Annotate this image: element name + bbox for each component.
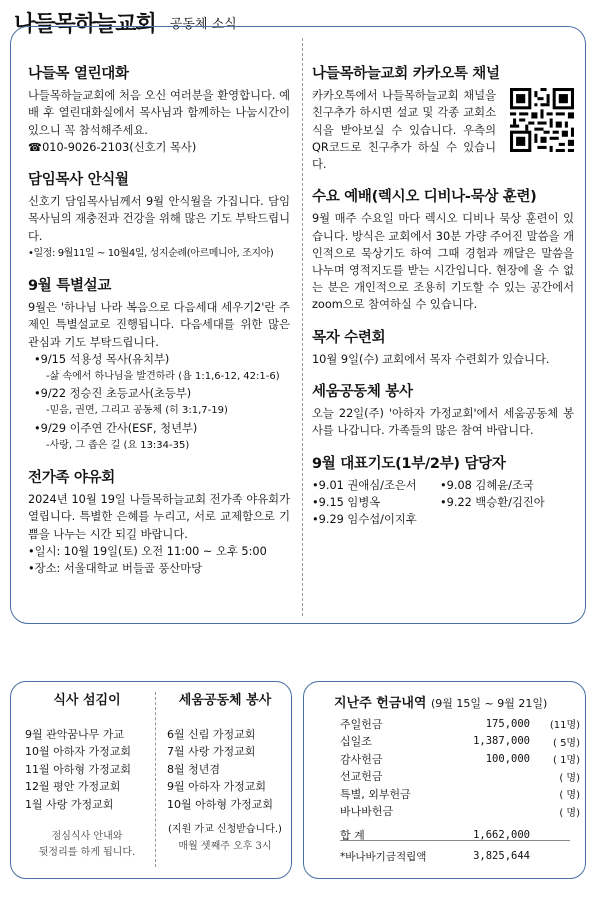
offering-amount (458, 768, 538, 786)
prayer-item: •9.01 권애심/조은서 (312, 478, 417, 492)
serve-item: 9월 아하자 가정교회 (167, 780, 266, 793)
offering-title (334, 692, 547, 711)
offering-label: 감사헌금 (340, 752, 383, 766)
barnabas-label: *바나바기금적립액 (340, 850, 427, 863)
offering-amount: 1,387,000 (473, 735, 530, 748)
offering-amount: 100,000 (485, 752, 530, 765)
offering-label: 십일조 (340, 735, 372, 749)
offering-label: 특별, 외부헌금 (340, 787, 411, 801)
wednesday-section (312, 189, 574, 313)
family-date: •일시: 10월 19일(토) 오전 11:00 ~ 오후 5:00 (28, 544, 267, 558)
family-title: 전가족 야유회 (28, 470, 115, 487)
meal-item: 10월 아하자 가정교회 (25, 745, 131, 758)
offering-count: (11명) (549, 720, 580, 732)
table-row (340, 803, 580, 821)
table-row (340, 768, 580, 786)
total-amount: 1,662,000 (473, 829, 530, 841)
prayer-list (312, 477, 574, 529)
serve-title: 세움공동체 봉사 (178, 693, 272, 708)
qr-code-icon[interactable] (510, 88, 574, 152)
kakao-body: 카카오톡에서 나들목하늘교회 채널을 친구추가 하시면 설교 및 각종 교회소식을 받아보실 수 있습니다. 우측의 QR코드로 친구추가 하실 수 있습니다. (312, 89, 496, 172)
offering-box (303, 681, 586, 879)
table-row (340, 715, 580, 733)
wednesday-body: 9월 매주 수요일 마다 렉시오 디비나 묵상 훈련이 있습니다. 방식은 교회에서 30분 가량 주어진 말씀을 개인적으로 묵상기도 하여 그때 경험과 깨달은 말씀을 나누며 영적지도를 받는 시간입니다. 현장에 올 수 없는 분은 개인적으로 조용히 기도할 수 있는 공간에서 zoom으로 참여하실 수 있습니다. (312, 212, 574, 312)
right-column (312, 66, 574, 544)
serve-note: (지원 가교 신청받습니다.) (168, 824, 282, 835)
offering-count: ( 1명) (552, 755, 580, 767)
meal-note: 뒷정리를 하게 됩니다. (38, 847, 136, 858)
serve-item: 6월 신림 가정교회 (167, 727, 256, 741)
left-column (28, 66, 290, 593)
service-body: 오늘 22일(주) '아하자 가정교회'에서 세움공동체 봉사를 나갑니다. 가족들의 많은 참여 바랍니다. (312, 407, 574, 438)
offering-amount (458, 785, 538, 803)
meal-item: 9월 관악꿈나무 가교 (25, 727, 124, 741)
offering-label: 바나바헌금 (340, 805, 394, 819)
sermon-item: •9/22 정승진 초등교사(초등부) (34, 387, 192, 401)
welcome-title: 나들목 열린대화 (28, 66, 129, 82)
sermon-item: •9/15 석용성 목사(유치부) (34, 352, 170, 366)
meal-title: 식사 섬김이 (53, 693, 121, 708)
offering-count: ( 5명) (552, 737, 580, 749)
sabbatical-schedule: •일정: 9월11일 ~ 10월4일, 성지순례(아르메니아, 조지아) (28, 247, 274, 259)
family-picnic-section (28, 470, 290, 577)
sabbatical-body: 신호기 담임목사님께서 9월 안식월을 가집니다. 담임목사님의 재충전과 건강을 위해 많은 기도 부탁드립니다. (28, 195, 290, 243)
sermon-section (28, 278, 290, 454)
sermon-subtitle: -사랑, 그 좁은 길 (요 13:34-35) (46, 439, 190, 451)
retreat-title: 목자 수련회 (312, 329, 386, 346)
meal-item: 12월 평안 가정교회 (25, 780, 121, 793)
serve-item: 7월 사랑 가정교회 (167, 745, 256, 758)
prayer-item: •9.22 백승환/김진아 (440, 496, 545, 510)
table-row (340, 785, 580, 803)
sabbatical-section (28, 172, 290, 262)
sermon-body: 9월은 '하나님 나라 복음으로 다음세대 세우기2'란 주제인 특별설교로 진행됩니다. 다음세대를 위한 많은 관심과 기도 부탁드립니다. (28, 301, 290, 349)
retreat-body: 10월 9일(수) 교회에서 목자 수련회가 있습니다. (312, 352, 550, 366)
offering-label: 주일헌금 (340, 717, 383, 731)
page-title: 공동체 소식 (169, 16, 237, 32)
service-section (312, 384, 574, 440)
prayer-item: •9.29 임수섭/이지후 (312, 513, 417, 527)
service-schedule-box (10, 681, 292, 879)
welcome-body: 나들목하늘교회에 처음 오신 여러분을 환영합니다. 예배 후 열린대화실에서 목사님과 함께하는 나눔시간이 있으니 꼭 참석해주세요. (28, 89, 290, 137)
sermon-item: •9/29 이주연 간사(ESF, 청년부) (34, 421, 198, 435)
prayer-item: •9.15 임병옥 (312, 496, 381, 510)
family-place: •장소: 서울대학교 버들골 풍산마당 (28, 562, 203, 576)
sabbatical-title: 담임목사 안식월 (28, 172, 129, 189)
offering-count: ( 명) (559, 790, 580, 802)
welcome-phone: ☎010-9026-2103(신호기 목사) (28, 140, 197, 154)
meal-note: 점심식사 안내와 (51, 831, 123, 842)
prayer-title: 9월 대표기도(1부/2부) 담당자 (312, 455, 506, 472)
sermon-subtitle: -믿음, 권면, 그리고 공동체 (히 3:1,7-19) (46, 405, 228, 417)
serve-column (161, 692, 289, 855)
sermon-subtitle: -삶 속에서 하나님을 발견하라 (욥 1:1,6-12, 42:1-6) (46, 371, 280, 383)
kakao-title: 나들목하늘교회 카카오톡 채널 (312, 66, 500, 82)
barnabas-row (340, 844, 580, 868)
total-divider (340, 840, 570, 841)
total-label: 합 계 (340, 829, 365, 842)
prayer-section (312, 456, 574, 529)
offering-table (340, 715, 580, 868)
table-row (340, 733, 580, 751)
church-logo: 나들목하늘교회 (14, 10, 156, 37)
sermon-title: 9월 특별설교 (28, 278, 112, 295)
family-body: 2024년 10월 19일 나들목하늘교회 전가족 야유회가 열립니다. 특별한 은혜를 누리고, 서로 교제함으로 기쁨을 나누는 시간 되길 바랍니다. (28, 493, 290, 541)
kakao-section (312, 66, 574, 173)
serve-item: 10월 아하형 가정교회 (167, 797, 273, 811)
wednesday-title: 수요 예배(렉시오 디비나-묵상 훈련) (312, 189, 537, 206)
offering-label: 선교헌금 (340, 770, 383, 784)
box-divider (155, 692, 156, 867)
meal-item: 11월 아하형 가정교회 (25, 762, 131, 776)
column-divider (302, 38, 303, 616)
offering-count: ( 명) (559, 807, 580, 819)
serve-note: 매월 셋째주 오후 3시 (178, 840, 272, 852)
meal-item: 1월 사랑 가정교회 (25, 797, 114, 811)
serve-item: 8월 청년겸 (167, 762, 220, 776)
service-title: 세움공동체 봉사 (312, 384, 413, 401)
offering-count: ( 명) (559, 772, 580, 784)
barnabas-amount: 3,825,644 (473, 850, 530, 862)
table-row (340, 750, 580, 768)
prayer-item: •9.08 김혜윤/조국 (440, 478, 534, 492)
retreat-section (312, 330, 574, 368)
offering-heading: 지난주 헌금내역 (334, 696, 427, 711)
offering-period: (9월 15일 ~ 9월 21일) (430, 697, 548, 710)
meal-column (25, 692, 149, 861)
welcome-section (28, 66, 290, 156)
offering-amount: 175,000 (485, 717, 530, 730)
offering-amount (458, 803, 538, 821)
